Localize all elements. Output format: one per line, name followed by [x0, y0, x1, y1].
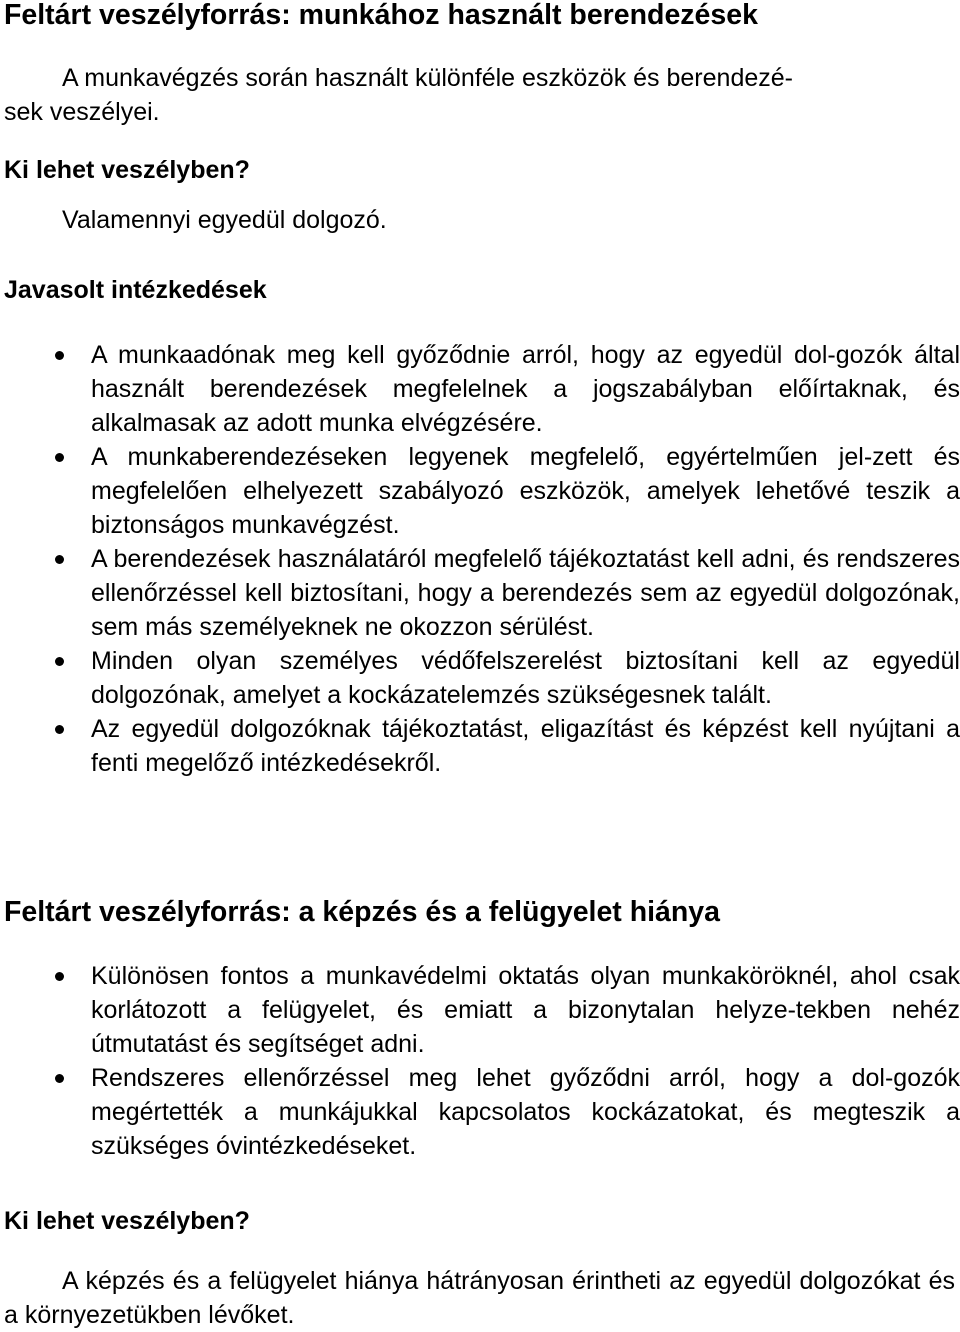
- measures-heading: Javasolt intézkedések: [4, 276, 267, 304]
- bullet-icon: [55, 453, 64, 462]
- list-item: Rendszeres ellenőrzéssel meg lehet győződni arról, hogy a dol-gozók megértették a munkájukkal kapcsolatos kockázatokat, és megteszik a szükséges óvintézkedéseket.: [0, 1061, 960, 1163]
- section-title-training: Feltárt veszélyforrás: a képzés és a felügyelet hiánya: [4, 896, 721, 928]
- bullet-icon: [55, 972, 64, 981]
- who-at-risk-heading-2: Ki lehet veszélyben?: [4, 1207, 250, 1235]
- list-item: A berendezések használatáról megfelelő tájékoztatást kell adni, és rendszeres ellenőrzéssel kell biztosítani, hogy a berendezés sem az egyedül dolgozónak, sem más személyeknek ne okozzon sérülést.: [0, 542, 960, 644]
- description-line-2: sek veszélyei.: [4, 98, 160, 126]
- list-item: A munkaadónak meg kell győződnie arról, hogy az egyedül dol-gozók által használt berendezések megfelelnek a jogszabályban előírtaknak, és alkalmasak az adott munka elvégzésére.: [0, 338, 960, 440]
- bullet-icon: [55, 725, 64, 734]
- who-at-risk-text-2: A képzés és a felügyelet hiánya hátrányosan érintheti az egyedül dolgozókat és a környezetükben lévőket.: [4, 1267, 955, 1329]
- measures-list: [0, 338, 960, 780]
- section-description: [4, 61, 955, 129]
- who-at-risk-text: Valamennyi egyedül dolgozó.: [62, 206, 387, 234]
- section-title-equipment: Feltárt veszélyforrás: munkához használt berendezések: [4, 0, 758, 31]
- bullet-icon: [55, 657, 64, 666]
- description-line-1: A munkavégzés során használt különféle eszközök és berendezé-: [62, 64, 793, 92]
- who-at-risk-heading: Ki lehet veszélyben?: [4, 156, 250, 184]
- list-item: Különösen fontos a munkavédelmi oktatás olyan munkaköröknél, ahol csak korlátozott a felügyelet, és emiatt a bizonytalan helyze-tekben nehéz útmutatást és segítséget adni.: [0, 959, 960, 1061]
- list-item: Az egyedül dolgozóknak tájékoztatást, eligazítást és képzést kell nyújtani a fenti megelőző intézkedésekről.: [0, 712, 960, 780]
- bullet-icon: [55, 351, 64, 360]
- bullet-icon: [55, 555, 64, 564]
- list-item: Minden olyan személyes védőfelszerelést biztosítani kell az egyedül dolgozónak, amelyet a kockázatelemzés szükségesnek talált.: [0, 644, 960, 712]
- training-list: [0, 959, 960, 1163]
- list-item: A munkaberendezéseken legyenek megfelelő, egyértelműen jel-zett és megfelelően elhelyezett szabályozó eszközök, amelyek lehetővé teszik a biztonságos munkavégzést.: [0, 440, 960, 542]
- bullet-icon: [55, 1074, 64, 1083]
